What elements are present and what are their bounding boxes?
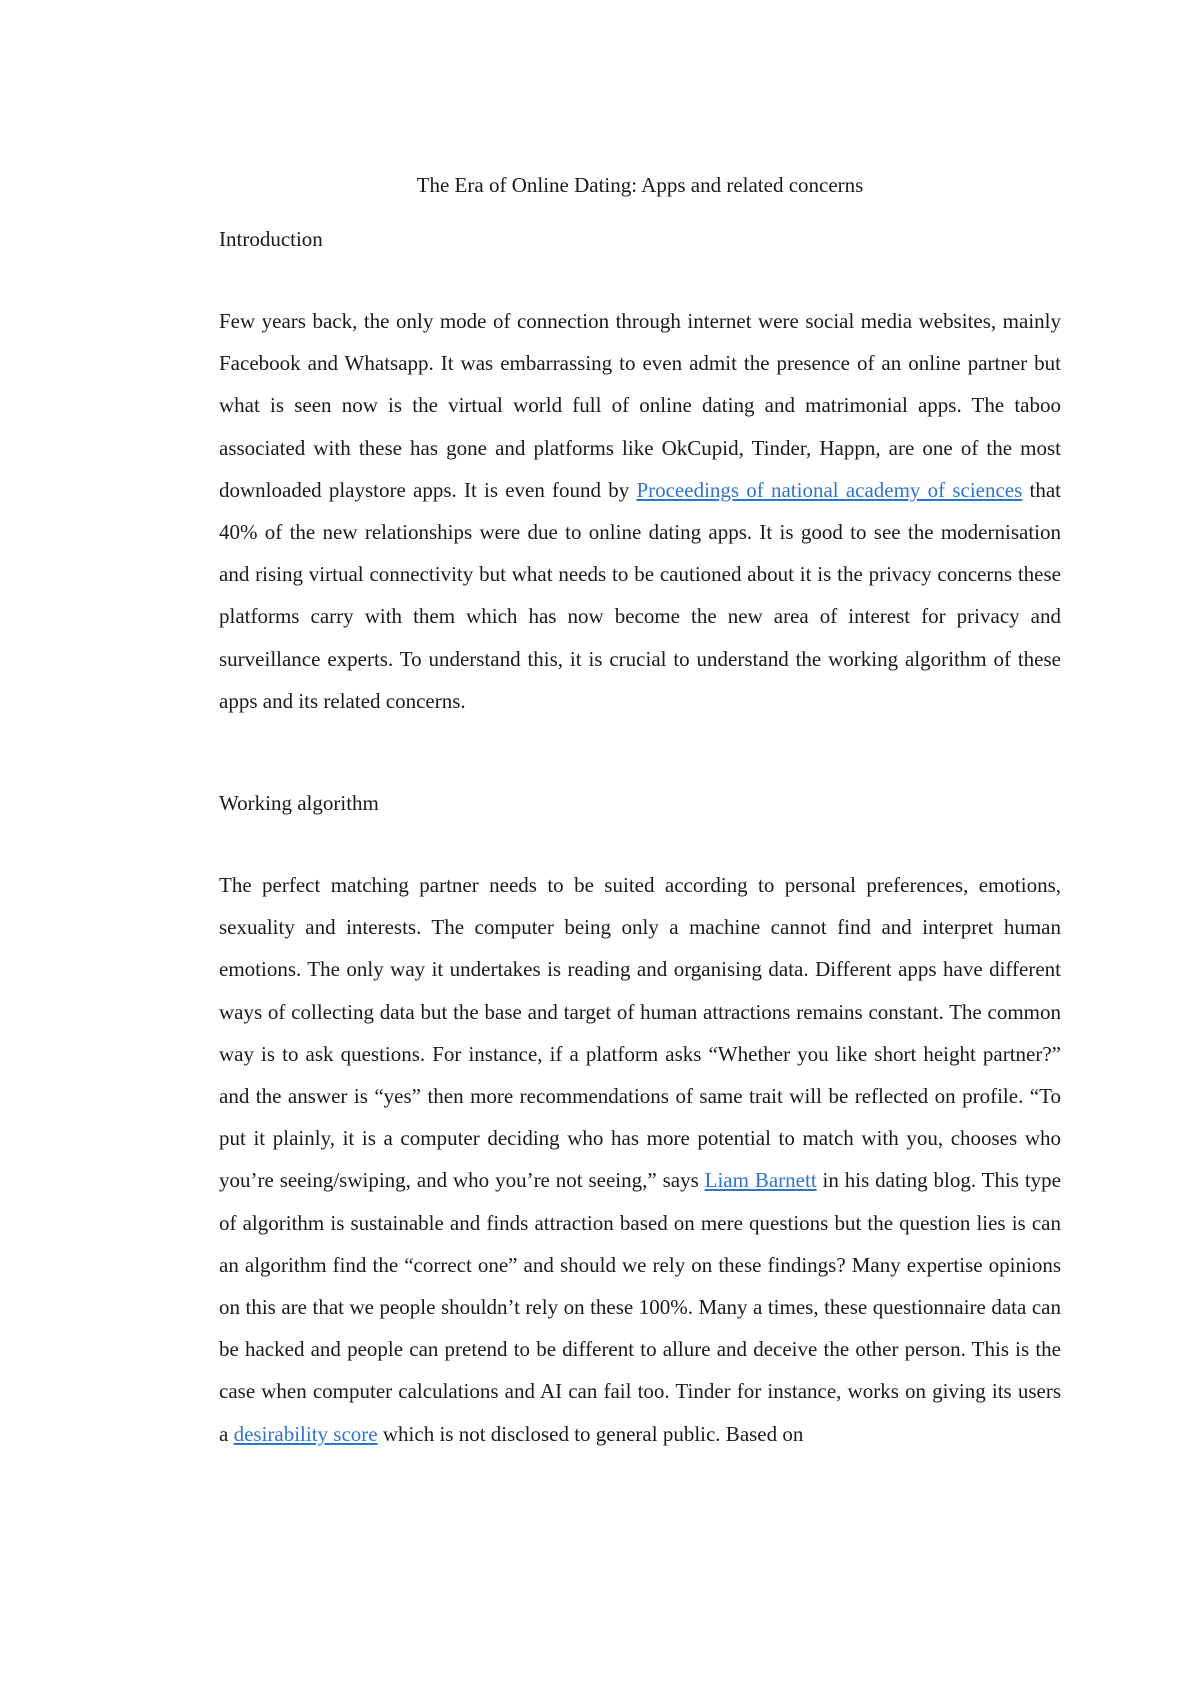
pnas-link[interactable]: Proceedings of national academy of sciences: [636, 477, 1023, 502]
algo-text-part-3: which is not disclosed to general public. Based on: [377, 1421, 804, 1446]
liam-barnett-link[interactable]: Liam Barnett: [704, 1168, 817, 1193]
section-heading-working-algorithm: Working algorithm: [219, 791, 379, 815]
working-algorithm-paragraph: [219, 864, 1061, 1455]
document-title: The Era of Online Dating: Apps and related concerns: [416, 173, 864, 197]
desirability-score-link[interactable]: desirability score: [233, 1421, 378, 1446]
introduction-paragraph: [219, 300, 1061, 722]
intro-text-before-link: Few years back, the only mode of connection through internet were social media websites, mainly Facebook and Whatsapp. It was embarrassing to even admit the presence of an online partner but what is seen now is the virtual world full of online dating and matrimonial apps. The taboo associated with these has gone and platforms like OkCupid, Tinder, Happn, are one of the most downloaded playstore apps. It is even found by: [219, 309, 1061, 502]
algo-text-part-1: The perfect matching partner needs to be suited according to personal preferences, emotions, sexuality and interests. The computer being only a machine cannot find and interpret human emotions. The only way it undertakes is reading and organising data. Different apps have different ways of collecting data but the base and target of human attractions remains constant. The common way is to ask questions. For instance, if a platform asks “Whether you like short height partner?” and the answer is “yes” then more recommendations of same trait will be reflected on profile. “To put it plainly, it is a computer deciding who has more potential to match with you, chooses who you’re seeing/swiping, and who you’re not seeing,” says: [219, 873, 1061, 1193]
intro-text-after-link: that 40% of the new relationships were due to online dating apps. It is good to see the modernisation and rising virtual connectivity but what needs to be cautioned about it is the privacy concerns these platforms carry with them which has now become the new area of interest for privacy and surveillance experts. To understand this, it is crucial to understand the working algorithm of these apps and its related concerns.: [219, 477, 1061, 713]
section-heading-introduction: Introduction: [219, 227, 323, 251]
algo-text-part-2: in his dating blog. This type of algorithm is sustainable and finds attraction based on mere questions but the question lies is can an algorithm find the “correct one” and should we rely on these findings? Many expertise opinions on this are that we people shouldn’t rely on these 100%. Many a times, these questionnaire data can be hacked and people can pretend to be different to allure and deceive the other person. This is the case when computer calculations and AI can fail too. Tinder for instance, works on giving its users a: [219, 1168, 1061, 1446]
